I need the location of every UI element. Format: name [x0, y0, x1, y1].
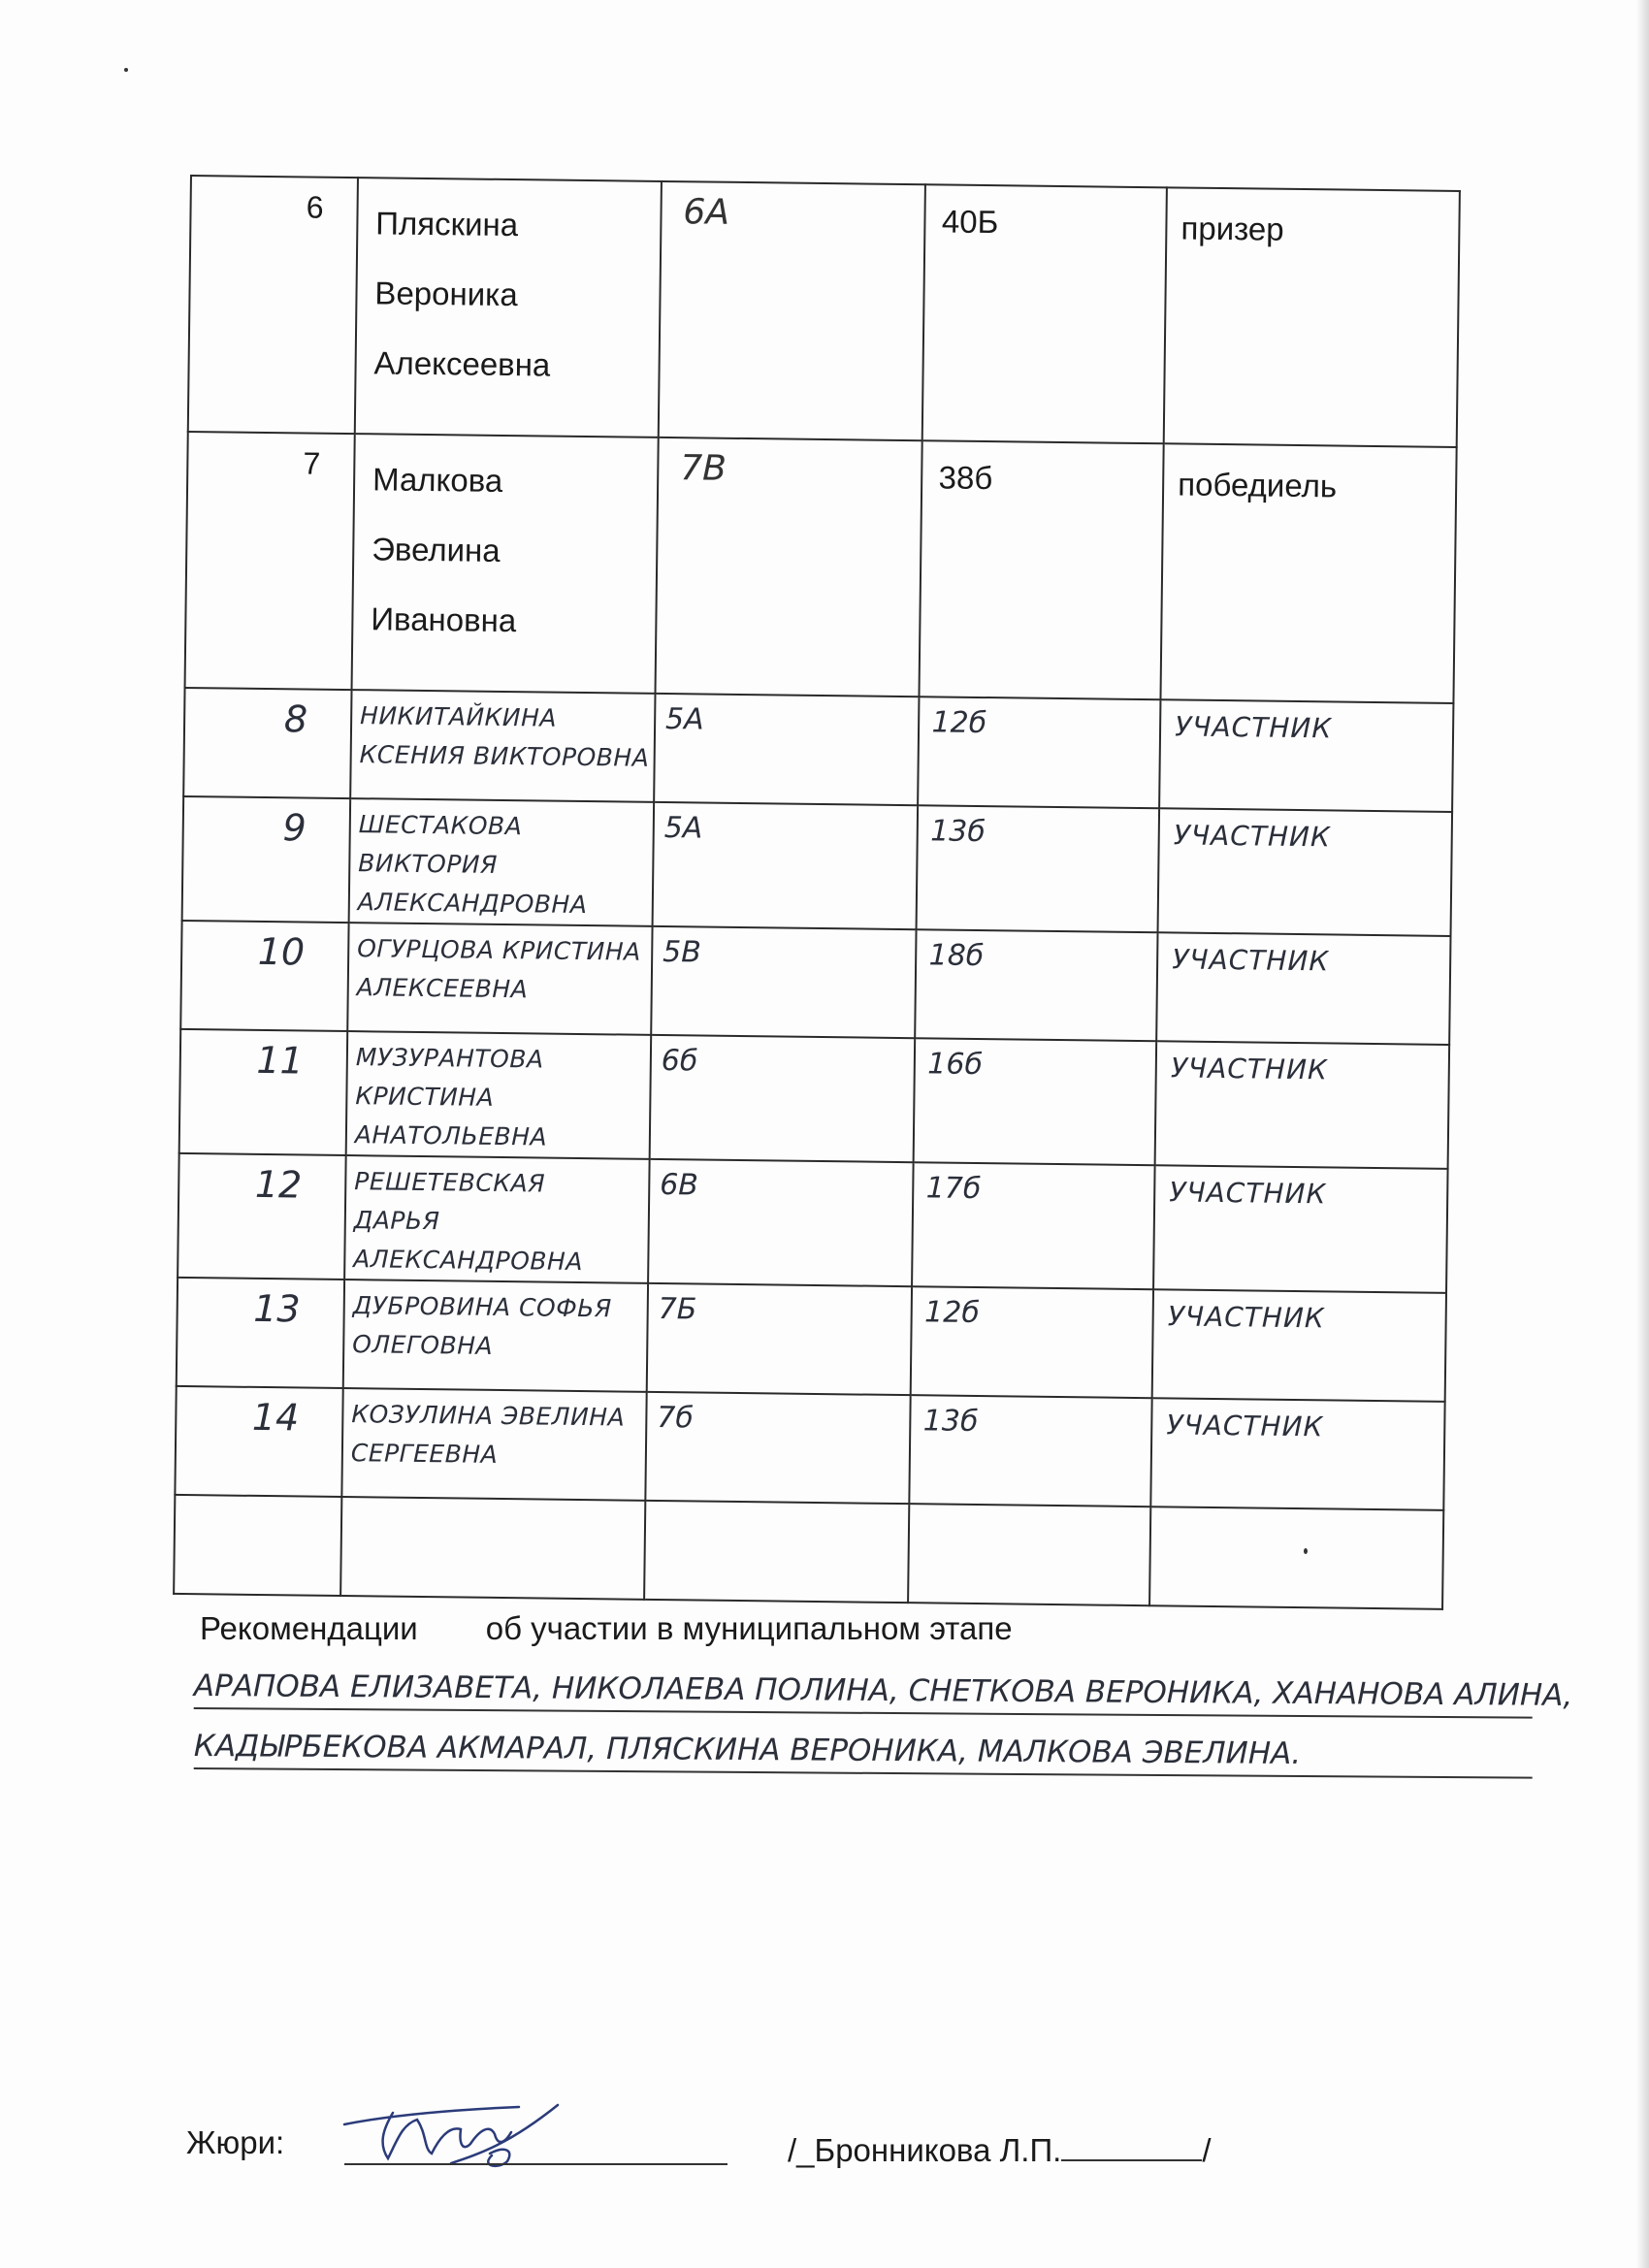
participant-score: 16б	[914, 1038, 1156, 1165]
table-row	[182, 796, 1452, 936]
recommendations-label: Рекомендации	[200, 1610, 418, 1646]
results-table-body	[174, 176, 1460, 1609]
participant-status: УЧАСТНИК	[1155, 1041, 1449, 1169]
name-line: АНАТОЛЬЕВНА	[354, 1120, 548, 1151]
row-number: 9	[182, 796, 350, 923]
table-row	[178, 1153, 1447, 1293]
participant-name	[351, 434, 658, 694]
scan-speck	[124, 68, 128, 72]
participant-name	[343, 1280, 648, 1392]
name-line: АЛЕКСЕЕВНА	[356, 973, 529, 1004]
name-line: ШЕСТАКОВА ВИКТОРИЯ	[358, 810, 523, 879]
name-line: Малкова	[372, 461, 503, 499]
name-line: Вероника	[374, 275, 518, 313]
table-row	[179, 1029, 1449, 1169]
recommended-line: КАДЫРБЕКОВА АКМАРАЛ, ПЛЯСКИНА ВЕРОНИКА, МАЛКОВА ЭВЕЛИНА.	[194, 1729, 1533, 1779]
participant-class: 5В	[651, 926, 917, 1038]
participant-name	[346, 1031, 651, 1159]
name-line: Пляскина	[375, 205, 519, 243]
name-line: ДАРЬЯ АЛЕКСАНДРОВНА	[353, 1206, 584, 1277]
participant-class: 7Б	[647, 1283, 913, 1395]
table-row	[188, 176, 1460, 447]
signature-line	[344, 2163, 728, 2165]
name-line: МУЗУРАНТОВА КРИСТИНА	[355, 1043, 544, 1112]
table-row	[175, 1386, 1444, 1510]
jury-name-prefix: /_	[788, 2132, 815, 2168]
results-table	[173, 175, 1461, 1610]
participant-status: УЧАСТНИК	[1159, 699, 1453, 812]
participant-score: 17б	[912, 1162, 1154, 1289]
participant-name	[349, 798, 654, 926]
signature-drawing	[335, 2086, 626, 2173]
name-line: НИКИТАЙКИНА	[359, 701, 558, 732]
participant-score: 12б	[919, 697, 1161, 808]
name-line: ОЛЕГОВНА	[352, 1330, 494, 1360]
participant-class: 6б	[650, 1035, 916, 1162]
recommended-participants	[193, 1669, 1573, 1789]
jury-label: Жюри:	[186, 2124, 285, 2160]
participant-class: 7В	[655, 437, 922, 697]
empty-cell	[340, 1497, 645, 1600]
participant-class: 6В	[648, 1159, 914, 1286]
participant-class: 7б	[645, 1392, 911, 1504]
jury-name: Бронникова Л.П.	[814, 2132, 1062, 2168]
row-number: 13	[177, 1278, 344, 1388]
empty-cell	[908, 1504, 1150, 1605]
participant-score: 13б	[910, 1395, 1152, 1507]
name-line: КОЗУЛИНА ЭВЕЛИНА	[351, 1400, 626, 1432]
recommended-line: АРАПОВА ЕЛИЗАВЕТА, НИКОЛАЕВА ПОЛИНА, СНЕТКОВА ВЕРОНИКА, ХАНАНОВА АЛИНА,	[194, 1669, 1533, 1719]
participant-class: 6А	[659, 181, 926, 440]
jury-name-suffix: /	[1202, 2132, 1212, 2168]
participant-class: 5А	[654, 694, 920, 805]
empty-cell	[1149, 1507, 1443, 1609]
participant-score: 12б	[911, 1286, 1153, 1398]
participant-score: 40Б	[922, 184, 1167, 443]
row-number: 12	[178, 1153, 345, 1280]
jury-member	[788, 2132, 1212, 2169]
recommendations-text: об участии в муниципальном этапе	[485, 1610, 1013, 1646]
participant-name	[341, 1388, 646, 1501]
name-line: АЛЕКСАНДРОВНА	[357, 888, 588, 920]
participant-status: УЧАСТНИК	[1152, 1289, 1446, 1402]
participant-status: УЧАСТНИК	[1150, 1398, 1444, 1510]
name-line: РЕШЕТЕВСКАЯ	[354, 1167, 546, 1198]
participant-score: 38б	[920, 440, 1164, 699]
row-number: 10	[180, 921, 348, 1031]
name-line: ОГУРЦОВА КРИСТИНА	[357, 934, 641, 966]
participant-status: УЧАСТНИК	[1153, 1165, 1447, 1293]
participant-status: УЧАСТНИК	[1156, 932, 1450, 1045]
name-line: ДУБРОВИНА СОФЬЯ	[352, 1291, 612, 1323]
table-row	[185, 432, 1457, 703]
name-line: Эвелина	[371, 531, 501, 568]
participant-score: 18б	[916, 929, 1158, 1041]
empty-cell	[174, 1495, 341, 1596]
participant-name	[344, 1155, 649, 1283]
name-line: Алексеевна	[373, 344, 551, 383]
scan-edge	[1635, 0, 1649, 2268]
name-line: СЕРГЕЕВНА	[350, 1439, 499, 1469]
jury-name-blank	[1061, 2158, 1202, 2161]
participant-class: 5А	[652, 802, 918, 929]
table-row	[183, 688, 1453, 812]
participant-status: победиель	[1161, 443, 1457, 703]
participant-status: призер	[1164, 187, 1460, 447]
table-row	[180, 921, 1450, 1045]
empty-cell	[644, 1501, 910, 1603]
table-row	[177, 1278, 1446, 1402]
participant-score: 13б	[917, 805, 1159, 932]
participant-name	[355, 178, 662, 437]
row-number: 8	[183, 688, 351, 798]
participant-name	[347, 923, 652, 1035]
row-number: 14	[175, 1386, 342, 1497]
name-line: КСЕНИЯ ВИКТОРОВНА	[359, 740, 650, 772]
name-line: Ивановна	[371, 600, 517, 639]
participant-status: УЧАСТНИК	[1158, 808, 1452, 936]
participant-name	[350, 690, 655, 802]
row-number: 6	[188, 176, 358, 434]
empty-table-row	[174, 1495, 1443, 1609]
row-number: 11	[179, 1029, 347, 1155]
recommendations-heading	[200, 1610, 1013, 1647]
row-number: 7	[185, 432, 355, 690]
